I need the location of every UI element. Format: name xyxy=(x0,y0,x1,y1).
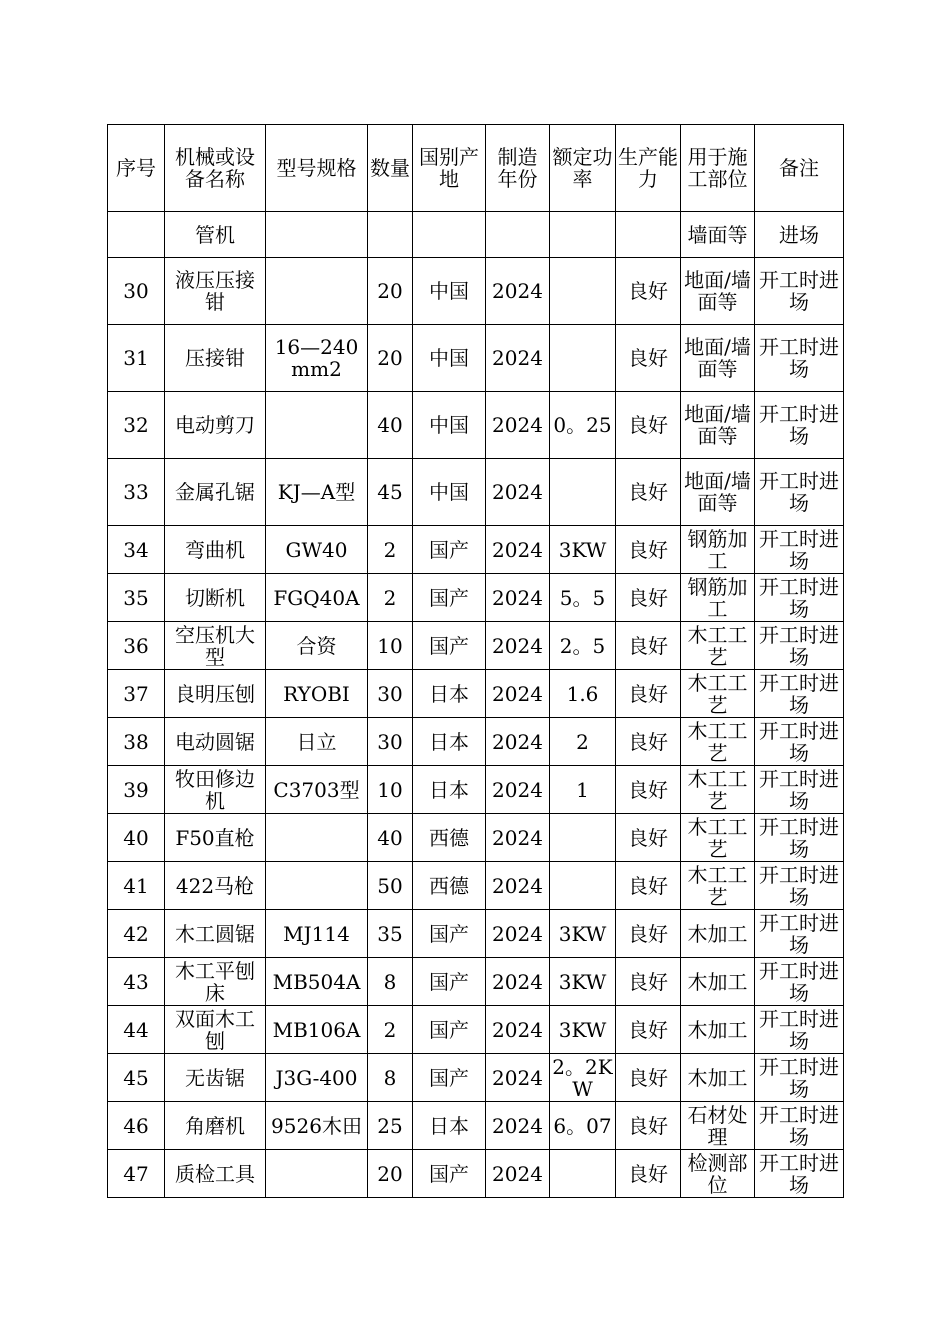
table-cell: 电动剪刀 xyxy=(165,392,266,459)
table-cell: 石材处理 xyxy=(681,1102,755,1150)
table-cell: 良好 xyxy=(616,958,681,1006)
table-cell: 2024 xyxy=(486,459,550,526)
table-cell: 3KW xyxy=(550,526,616,574)
table-cell: 国产 xyxy=(413,958,486,1006)
table-cell: 良好 xyxy=(616,459,681,526)
table-cell: 良好 xyxy=(616,766,681,814)
table-cell: 2024 xyxy=(486,910,550,958)
col-header: 机械或设备名称 xyxy=(165,125,266,212)
table-cell: 6。07 xyxy=(550,1102,616,1150)
table-row xyxy=(108,392,844,459)
table-cell: 20 xyxy=(368,325,413,392)
table-cell: 35 xyxy=(368,910,413,958)
table-cell: 33 xyxy=(108,459,165,526)
table-cell: FGQ40A xyxy=(266,574,368,622)
table-cell: 中国 xyxy=(413,325,486,392)
table-cell: 日本 xyxy=(413,718,486,766)
table-cell: 压接钳 xyxy=(165,325,266,392)
table-cell: 开工时进场 xyxy=(755,670,844,718)
table-cell: KJ—A型 xyxy=(266,459,368,526)
table-cell: 25 xyxy=(368,1102,413,1150)
table-cell xyxy=(550,212,616,258)
table-cell: 30 xyxy=(108,258,165,325)
table-row xyxy=(108,622,844,670)
table-cell: 开工时进场 xyxy=(755,1150,844,1198)
table-cell: 良好 xyxy=(616,325,681,392)
table-cell: 良好 xyxy=(616,1102,681,1150)
table-cell: 角磨机 xyxy=(165,1102,266,1150)
table-cell: 中国 xyxy=(413,258,486,325)
col-header: 制造年份 xyxy=(486,125,550,212)
col-header: 用于施工部位 xyxy=(681,125,755,212)
table-row xyxy=(108,958,844,1006)
table-cell: 39 xyxy=(108,766,165,814)
table-cell xyxy=(550,325,616,392)
table-cell: 木加工 xyxy=(681,1006,755,1054)
table-row xyxy=(108,1150,844,1198)
table-cell: 8 xyxy=(368,958,413,1006)
col-header: 型号规格 xyxy=(266,125,368,212)
table-cell: 开工时进场 xyxy=(755,958,844,1006)
table-cell: 2024 xyxy=(486,862,550,910)
table-cell: 8 xyxy=(368,1054,413,1102)
table-cell xyxy=(550,258,616,325)
table-cell xyxy=(266,392,368,459)
table-cell: 开工时进场 xyxy=(755,1054,844,1102)
table-cell: 良好 xyxy=(616,862,681,910)
table-cell: 地面/墙面等 xyxy=(681,325,755,392)
table-cell: 20 xyxy=(368,258,413,325)
table-cell: 2024 xyxy=(486,526,550,574)
table-cell: 31 xyxy=(108,325,165,392)
table-cell: 46 xyxy=(108,1102,165,1150)
table-cell: 2024 xyxy=(486,814,550,862)
col-header: 额定功率 xyxy=(550,125,616,212)
table-cell: 良好 xyxy=(616,392,681,459)
table-cell: 38 xyxy=(108,718,165,766)
table-cell: 5。5 xyxy=(550,574,616,622)
table-cell: 地面/墙面等 xyxy=(681,459,755,526)
table-cell: 木加工 xyxy=(681,958,755,1006)
table-cell: 良好 xyxy=(616,526,681,574)
table-cell: 木加工 xyxy=(681,1054,755,1102)
table-cell: 木工平刨床 xyxy=(165,958,266,1006)
table-cell: 西德 xyxy=(413,814,486,862)
table-cell: 良好 xyxy=(616,1006,681,1054)
table-cell: 地面/墙面等 xyxy=(681,258,755,325)
table-cell: 2024 xyxy=(486,718,550,766)
table-row xyxy=(108,766,844,814)
table-cell: 国产 xyxy=(413,574,486,622)
table-cell: 开工时进场 xyxy=(755,392,844,459)
table-cell: 木工工艺 xyxy=(681,766,755,814)
table-cell: 日本 xyxy=(413,1102,486,1150)
table-cell: 2024 xyxy=(486,258,550,325)
table-cell: 地面/墙面等 xyxy=(681,392,755,459)
table-cell xyxy=(550,1150,616,1198)
table-cell: 管机 xyxy=(165,212,266,258)
table-cell: 1.6 xyxy=(550,670,616,718)
table-row xyxy=(108,1102,844,1150)
table-cell: 2024 xyxy=(486,622,550,670)
header-row xyxy=(108,125,844,212)
table-cell: 无齿锯 xyxy=(165,1054,266,1102)
table-cell: 45 xyxy=(108,1054,165,1102)
table-cell: J3G-400 xyxy=(266,1054,368,1102)
table-cell xyxy=(616,212,681,258)
table-row xyxy=(108,718,844,766)
table-row xyxy=(108,258,844,325)
table-cell: 10 xyxy=(368,622,413,670)
table-cell xyxy=(413,212,486,258)
table-cell: 国产 xyxy=(413,1006,486,1054)
table-cell: 9526木田 xyxy=(266,1102,368,1150)
table-cell: 开工时进场 xyxy=(755,258,844,325)
table-cell: 32 xyxy=(108,392,165,459)
table-cell: 钢筋加工 xyxy=(681,526,755,574)
table-cell: 检测部位 xyxy=(681,1150,755,1198)
table-cell: 2024 xyxy=(486,392,550,459)
table-cell: 开工时进场 xyxy=(755,766,844,814)
table-cell: 开工时进场 xyxy=(755,862,844,910)
table-cell: 西德 xyxy=(413,862,486,910)
table-cell: 木工工艺 xyxy=(681,814,755,862)
table-cell xyxy=(550,862,616,910)
table-cell: 双面木工刨 xyxy=(165,1006,266,1054)
table-cell xyxy=(368,212,413,258)
table-cell: 30 xyxy=(368,718,413,766)
table-cell: 50 xyxy=(368,862,413,910)
table-cell: 墙面等 xyxy=(681,212,755,258)
table-cell: 44 xyxy=(108,1006,165,1054)
table-cell: 木工工艺 xyxy=(681,718,755,766)
table-row xyxy=(108,212,844,258)
table-row xyxy=(108,325,844,392)
table-cell: 良好 xyxy=(616,622,681,670)
table-cell: 良明压刨 xyxy=(165,670,266,718)
equipment-table xyxy=(107,124,844,1198)
table-cell: 开工时进场 xyxy=(755,1006,844,1054)
table-cell: 开工时进场 xyxy=(755,1102,844,1150)
table-cell: MB106A xyxy=(266,1006,368,1054)
table-cell: 10 xyxy=(368,766,413,814)
table-cell: 国产 xyxy=(413,526,486,574)
table-cell: 43 xyxy=(108,958,165,1006)
table-cell: 日立 xyxy=(266,718,368,766)
table-cell: 2。2KW xyxy=(550,1054,616,1102)
table-cell xyxy=(550,814,616,862)
table-cell: 国产 xyxy=(413,1150,486,1198)
table-cell: 34 xyxy=(108,526,165,574)
table-cell: 木工圆锯 xyxy=(165,910,266,958)
table-cell: 良好 xyxy=(616,670,681,718)
col-header: 数量 xyxy=(368,125,413,212)
table-cell: 2024 xyxy=(486,574,550,622)
table-cell: 开工时进场 xyxy=(755,325,844,392)
table-cell: 2024 xyxy=(486,325,550,392)
table-cell: RYOBI xyxy=(266,670,368,718)
table-cell: 2024 xyxy=(486,670,550,718)
table-cell: 牧田修边机 xyxy=(165,766,266,814)
table-cell: 2 xyxy=(368,1006,413,1054)
table-cell: 良好 xyxy=(616,574,681,622)
table-cell: 开工时进场 xyxy=(755,910,844,958)
table-cell: 木加工 xyxy=(681,910,755,958)
table-cell: 35 xyxy=(108,574,165,622)
table-cell: 2 xyxy=(368,526,413,574)
table-cell: 合资 xyxy=(266,622,368,670)
table-cell: 中国 xyxy=(413,392,486,459)
table-cell xyxy=(266,258,368,325)
table-cell: 木工工艺 xyxy=(681,862,755,910)
table-cell: 40 xyxy=(368,392,413,459)
table-cell: 2。5 xyxy=(550,622,616,670)
table-cell: 开工时进场 xyxy=(755,526,844,574)
table-cell xyxy=(266,212,368,258)
table-row xyxy=(108,910,844,958)
col-header: 国别产地 xyxy=(413,125,486,212)
table-cell: 2024 xyxy=(486,766,550,814)
table-cell: 木工工艺 xyxy=(681,622,755,670)
table-cell: 2024 xyxy=(486,1054,550,1102)
table-cell: MB504A xyxy=(266,958,368,1006)
table-cell: 2024 xyxy=(486,1006,550,1054)
table-cell: 电动圆锯 xyxy=(165,718,266,766)
table-cell: 3KW xyxy=(550,1006,616,1054)
table-cell: 47 xyxy=(108,1150,165,1198)
table-cell: 液压压接钳 xyxy=(165,258,266,325)
table-cell xyxy=(266,1150,368,1198)
table-cell: 良好 xyxy=(616,1054,681,1102)
table-cell: 切断机 xyxy=(165,574,266,622)
table-cell xyxy=(550,459,616,526)
table-row xyxy=(108,1054,844,1102)
table-cell: 开工时进场 xyxy=(755,574,844,622)
table-cell: 36 xyxy=(108,622,165,670)
table-cell: 日本 xyxy=(413,766,486,814)
table-row xyxy=(108,1006,844,1054)
table-cell: 422马枪 xyxy=(165,862,266,910)
table-cell: 开工时进场 xyxy=(755,814,844,862)
table-cell: 42 xyxy=(108,910,165,958)
table-cell: 国产 xyxy=(413,910,486,958)
col-header: 序号 xyxy=(108,125,165,212)
table-cell: 中国 xyxy=(413,459,486,526)
col-header: 备注 xyxy=(755,125,844,212)
table-cell: 2 xyxy=(368,574,413,622)
table-cell: 良好 xyxy=(616,910,681,958)
table-row xyxy=(108,459,844,526)
table-cell: 开工时进场 xyxy=(755,622,844,670)
table-cell: 37 xyxy=(108,670,165,718)
table-cell: 1 xyxy=(550,766,616,814)
table-cell: 16—240mm2 xyxy=(266,325,368,392)
table-cell: 3KW xyxy=(550,910,616,958)
table-row xyxy=(108,670,844,718)
table-cell: 3KW xyxy=(550,958,616,1006)
table-cell: 45 xyxy=(368,459,413,526)
table-row xyxy=(108,814,844,862)
table-row xyxy=(108,574,844,622)
table-cell: 良好 xyxy=(616,258,681,325)
table-cell: 钢筋加工 xyxy=(681,574,755,622)
table-cell: 质检工具 xyxy=(165,1150,266,1198)
table-cell: 进场 xyxy=(755,212,844,258)
table-cell: 20 xyxy=(368,1150,413,1198)
table-cell: 空压机大型 xyxy=(165,622,266,670)
table-cell: 2 xyxy=(550,718,616,766)
table-cell: 弯曲机 xyxy=(165,526,266,574)
table-cell: 金属孔锯 xyxy=(165,459,266,526)
table-row xyxy=(108,862,844,910)
table-row xyxy=(108,526,844,574)
col-header: 生产能力 xyxy=(616,125,681,212)
table-cell: 木工工艺 xyxy=(681,670,755,718)
table-cell: 30 xyxy=(368,670,413,718)
table-cell xyxy=(486,212,550,258)
table-cell xyxy=(266,862,368,910)
table-cell: 2024 xyxy=(486,958,550,1006)
table-cell xyxy=(108,212,165,258)
table-cell: 开工时进场 xyxy=(755,459,844,526)
table-cell: 开工时进场 xyxy=(755,718,844,766)
table-cell: GW40 xyxy=(266,526,368,574)
table-cell: 41 xyxy=(108,862,165,910)
table-cell: 良好 xyxy=(616,718,681,766)
table-cell: 40 xyxy=(108,814,165,862)
table-cell: 2024 xyxy=(486,1150,550,1198)
table-cell: 2024 xyxy=(486,1102,550,1150)
table-cell: F50直枪 xyxy=(165,814,266,862)
table-cell: C3703型 xyxy=(266,766,368,814)
table-cell: MJ114 xyxy=(266,910,368,958)
table-cell: 40 xyxy=(368,814,413,862)
table-cell: 良好 xyxy=(616,814,681,862)
table-cell: 良好 xyxy=(616,1150,681,1198)
table-cell: 国产 xyxy=(413,1054,486,1102)
table-cell: 国产 xyxy=(413,622,486,670)
table-cell: 日本 xyxy=(413,670,486,718)
table-cell xyxy=(266,814,368,862)
table-cell: 0。25 xyxy=(550,392,616,459)
